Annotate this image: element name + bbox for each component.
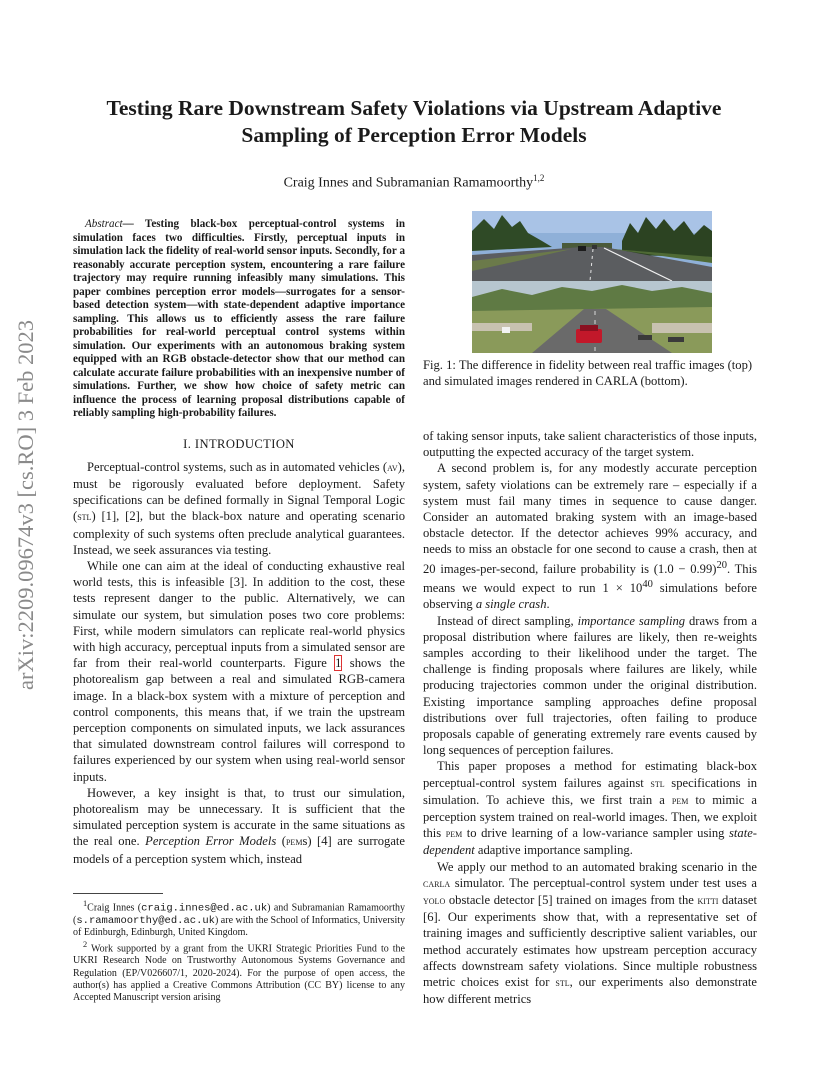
intro-paragraph: Instead of direct sampling, importance sampling draws from a proposal distribution where failures are likely, then re-weights samples according to their likelihood under the target. The challenge is finding proposals where failures are likely, while producing trajectories common under the original distribution. Existing importance sampling approaches define proposal distributions over full trajectories, often failing to produce proposals capable of generating extremely rare events caused by long sequences of perception failures.	[423, 613, 757, 758]
road-comparison-image	[472, 211, 712, 353]
abstract-text: — Testing black-box perceptual-control systems in simulation faces two difficulties. Firstly, perceptual inputs in simulation lack the fidelity of real-world sensor inputs. Secondly, for a reasonably accurate perception system, encountering a rare failure trajectory may require running infeasibly many simulations. This paper combines perception error models—surrogates for a sensor-based detection system—with state-dependent adaptive importance sampling. This allows us to efficiently assess the rare failure probabilities for real-world perceptual control systems within simulation. Our experiments with an autonomous braking system equipped with an RGB obstacle-detector show that our method can calculate accurate failure probabilities with an inexpensive number of simulations. Further, we show how choice of safety metric can influence the process of learning proposal distributions capable of reliably sampling high-probability failures.	[73, 218, 405, 419]
abstract-label: Abstract	[85, 218, 123, 230]
left-column	[73, 218, 405, 867]
email-innes[interactable]: craig.innes@ed.ac.uk	[141, 902, 268, 915]
footnote-2-text: Work supported by a grant from the UKRI Strategic Priorities Fund to the UKRI Research Node on Trustworthy Autonomous Systems Governance and Regulation (EP/V026607/1, 2020-2024). For the purpose of open access, the author(s) has applied a Creative Commons Attribution (CC BY) license to any Accepted Manuscript version arising	[73, 943, 405, 1004]
footnote-1-text: ) and Subramanian Ramamoorthy (	[73, 902, 405, 926]
footnote-1	[73, 898, 405, 939]
intro-paragraph: of taking sensor inputs, take salient characteristics of those inputs, outputting the expected accuracy of the target system.	[423, 429, 757, 460]
email-ramamoorthy[interactable]: s.ramamoorthy@ed.ac.uk	[76, 914, 215, 927]
footnote-1-text: Craig Innes (	[87, 902, 142, 914]
figure-link[interactable]: 1	[335, 656, 342, 671]
footnote-rule	[73, 893, 163, 894]
author-names: Craig Innes and Subramanian Ramamoorthy	[283, 175, 534, 191]
author-affiliation-marks: 1,2	[533, 173, 545, 183]
section-heading: I. INTRODUCTION	[183, 436, 295, 451]
figure-1-image	[472, 211, 712, 353]
footnote-2-mark: 2	[83, 939, 88, 949]
intro-paragraph: Perceptual-control systems, such as in automated vehicles (av), must be rigorously evaluated before deployment. Safety specifications can be defined formally in Signal Temporal Logic (stl) [1], [2], but the black-box nature and operating scenario complexity of such systems often preclude analytical guarantees. Instead, we seek assurances via testing.	[73, 459, 405, 557]
figure-1-caption: Fig. 1: The difference in fidelity between real traffic images (top) and simulated images rendered in CARLA (bottom).	[423, 358, 753, 389]
arxiv-identifier: arXiv:2209.09674v3 [cs.RO] 3 Feb 2023	[13, 320, 38, 690]
footnote-1-mark: 1	[83, 899, 88, 908]
abstract	[73, 218, 405, 421]
title-line-1: Testing Rare Downstream Safety Violations via Upstream Adaptive	[106, 96, 722, 120]
right-column	[423, 428, 757, 1007]
title-line-2: Sampling of Perception Error Models	[241, 123, 587, 147]
intro-paragraph: A second problem is, for any modestly accurate perception system, safety violations can be extremely rare – especially if a system must fail many times in sequence to cause danger. Consider an automated braking system with an image-based obstacle detector. If the detector achieves 99% accuracy, and needs to miss an obstacle for one second to cause a crash, then at 20 images-per-second, failure probability is $(1.0 - 0.99)^{20}$. This means we would expect to run $1 \times 10^{40}$ simulations before observing a single crash.	[423, 461, 758, 612]
authors	[60, 173, 768, 192]
footnote-2	[73, 939, 405, 1004]
intro-paragraph: While one can aim at the ideal of conducting exhaustive real world tests, this is infeasible [3]. In addition to the cost, these tests represent danger to the public. Alternatively, we can simulate our system, but simulation poses two core problems: First, while modern simulators can replicate real-world physics with high accuracy, perceptual inputs from a simulated sensor are far from their real-world counterparts. Figure 1 shows the photorealism gap between a real and simulated RGB-camera image. In a black-box system with a mixture of perception and control components, this means that, if we train the upstream perception components on simulated inputs, we lack assurances that simulated downstream control failures will correspond to failures experienced by our system when using real-world sensor inputs.	[73, 558, 405, 784]
footnotes	[73, 893, 405, 1004]
intro-paragraph: This paper proposes a method for estimating black-box perceptual-control system failures against stl specifications in simulation. To achieve this, we first train a pem to mimic a perception system trained on real-world images. Then, we exploit this pem to drive learning of a low-variance sampler using state-dependent adaptive importance sampling.	[423, 759, 758, 858]
footnote-1-text: ) are with the School of Informatics, University of Edinburgh, Edinburgh, United Kingdom.	[73, 914, 405, 938]
intro-paragraph: However, a key insight is that, to trust our simulation, photorealism may be unnecessary. It is sufficient that the simulated perception system is accurate in the same situations as the real one. Perception Error Models (pems) [4] are surrogate models of a perception system which, instead	[73, 785, 405, 866]
paper-title	[60, 95, 768, 149]
intro-paragraph: We apply our method to an automated braking scenario in the carla simulator. The perceptual-control system under test uses a yolo obstacle detector [5] trained on images from the kitti dataset [6]. Our experiments show that, with a representative set of training images and sufficiently descriptive salient variables, our method accurately estimates how upstream perception accuracy affects downstream safety violations. Since multiple robustness metric choices exist for stl, our experiments also demonstrate how different metrics	[423, 859, 757, 1007]
